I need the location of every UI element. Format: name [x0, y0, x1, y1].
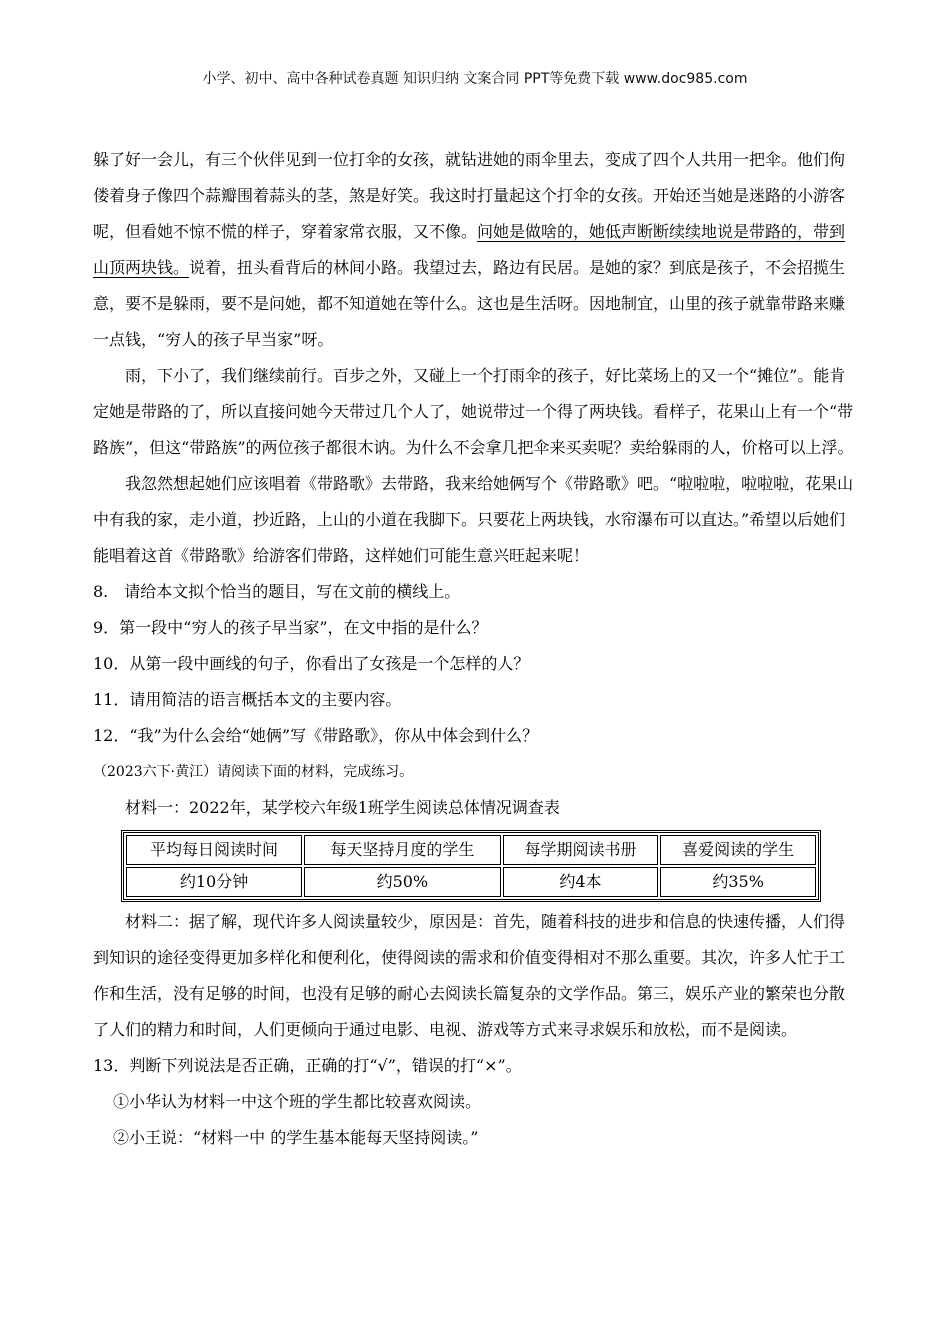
source-line: （2023六下·黄江）请阅读下面的材料，完成练习。 [93, 764, 414, 780]
table-cell: 约50% [304, 867, 501, 897]
table-cell: 约10分钟 [126, 867, 302, 897]
table-header-cell: 喜爱阅读的学生 [660, 835, 816, 865]
question-11: 11．请用简洁的语言概括本文的主要内容。 [93, 690, 402, 709]
question-13: 13．判断下列说法是否正确，正确的打“√”，错误的打“×”。 [93, 1056, 522, 1075]
table-cell: 约35% [660, 867, 816, 897]
material1-caption: 材料一：2022年，某学校六年级1班学生阅读总体情况调查表 [125, 798, 560, 817]
q13-item-2: ②小王说：“材料一中 的学生基本能每天坚持阅读。” [113, 1128, 479, 1147]
passage-paragraph-1 [93, 142, 858, 358]
table-cell: 约4本 [503, 867, 659, 897]
table-header-cell: 平均每日阅读时间 [126, 835, 302, 865]
paragraph-text: 说着，扭头看背后的林间小路。我望过去，路边有民居。是她的家？到底是孩子，不会招揽生意，要不是躲雨，要不是问她，都不知道她在等什么。这也是生活呀。因地制宜，山里的孩子就靠带路来赚一点钱，“穷人的孩子早当家”呀。 [93, 258, 846, 349]
passage-paragraph-2: 雨，下小了，我们继续前行。百步之外，又碰上一个打雨伞的孩子，好比菜场上的又一个“摊位”。能肯定她是带路的了，所以直接问她今天带过几个人了，她说带过一个得了两块钱。看样子，花果山上有一个“带路族”，但这“带路族”的两位孩子都很木讷。为什么不会拿几把伞来买卖呢？卖给躲雨的人，价格可以上浮。 [93, 366, 854, 457]
question-10: 10．从第一段中画线的句子，你看出了女孩是一个怎样的人？ [93, 654, 530, 673]
survey-table [121, 830, 821, 902]
table-header-row [126, 835, 816, 865]
passage-paragraph-3: 我忽然想起她们应该唱着《带路歌》去带路，我来给她俩写个《带路歌》吧。“啦啦啦，啦啦啦，花果山中有我的家，走小道，抄近路，上山的小道在我脚下。只要花上两块钱，水帘瀑布可以直达。”希望以后她们能唱着这首《带路歌》给游客们带路，这样她们可能生意兴旺起来呢！ [93, 474, 854, 565]
table-header-cell: 每学期阅读书册 [503, 835, 659, 865]
underlined-sentence: 问她是做啥的，她低声断断续续地说是带路的，带到山顶两块钱。 [93, 222, 846, 277]
q13-item-1: ①小华认为材料一中这个班的学生都比较喜欢阅读。 [113, 1092, 482, 1111]
table-row [126, 867, 816, 897]
question-12: 12．“我”为什么会给“她俩”写《带路歌》，你从中体会到什么？ [93, 726, 539, 745]
paragraph-text: 躲了好一会儿，有三个伙伴见到一位打伞的女孩，就钻进她的雨伞里去，变成了四个人共用一把伞。他们佝偻着身子像四个蒜瓣围着蒜头的茎，煞是好笑。我这时打量起这个打伞的女孩。开始还当她是迷路的小游客呢，但看她不惊不慌的样子，穿着家常衣服，又不像。 [93, 150, 846, 241]
question-9: 9．第一段中“穷人的孩子早当家”，在文中指的是什么？ [93, 618, 488, 637]
table-header-cell: 每天坚持月度的学生 [304, 835, 501, 865]
page-header: 小学、初中、高中各种试卷真题 知识归纳 文案合同 PPT等免费下载 www.doc985.com [202, 71, 748, 87]
question-8: 8. 请给本文拟个恰当的题目，写在文前的横线上。 [93, 582, 461, 601]
material2-paragraph: 材料二：据了解，现代许多人阅读量较少，原因是：首先，随着科技的进步和信息的快速传播，人们得到知识的途径变得更加多样化和便利化，使得阅读的需求和价值变得相对不那么重要。其次，许多人忙于工作和生活，没有足够的时间，也没有足够的耐心去阅读长篇复杂的文学作品。第三，娱乐产业的繁荣也分散了人们的精力和时间，人们更倾向于通过电影、电视、游戏等方式来寻求娱乐和放松，而不是阅读。 [93, 912, 846, 1039]
document-body [93, 142, 858, 1156]
